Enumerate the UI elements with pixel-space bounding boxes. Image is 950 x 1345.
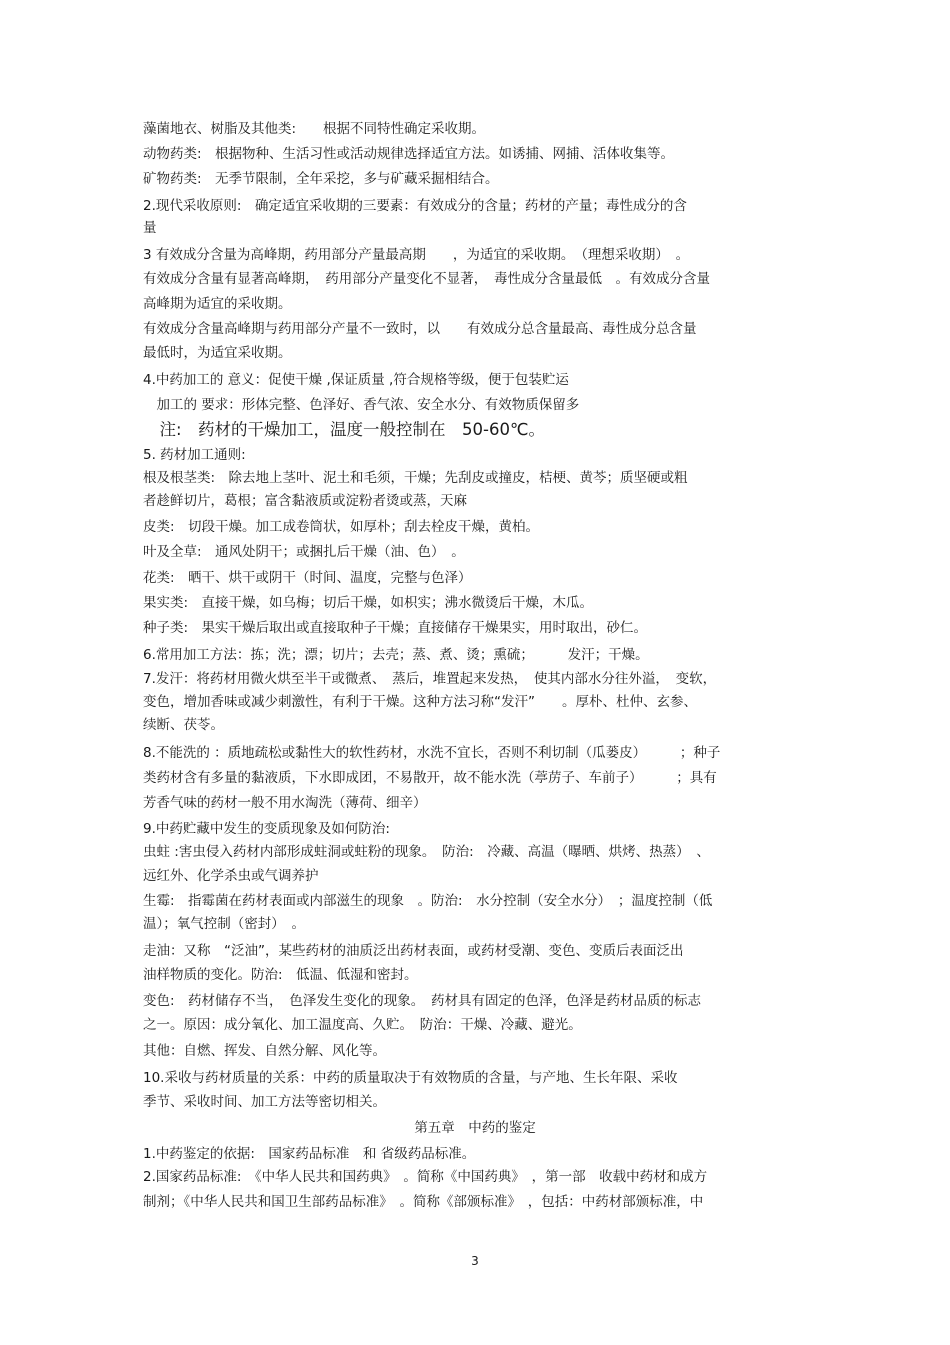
text-line: 8.不能洗的 ：质地疏松或黏性大的软性药材，水洗不宜长，否则不利切制（瓜蒌皮） ；种子 (143, 745, 721, 761)
text-line: 其他：自燃、挥发、自然分解、风化等。 (143, 1043, 386, 1059)
text-line: 有效成分含量有显著高峰期， 药用部分产量变化不显著， 毒性成分含量最低 。有效成分含量 (143, 271, 710, 287)
text-line: 变色: 药材储存不当， 色泽发生变化的现象。 药材具有固定的色泽，色泽是药材品质的标志 (143, 993, 702, 1009)
text-line: 者趁鲜切片，葛根；富含黏液质或淀粉者烫或蒸，天麻 (143, 493, 467, 509)
text-line: 2.国家药品标准: 《中华人民共和国药典》 。简称《中国药典》 ，第一部 收载中药材和成方 (143, 1169, 708, 1185)
text-line: 量 (143, 220, 157, 236)
text-line: 之一。原因：成分氧化、加工温度高、久贮。 防治：干燥、冷藏、避光。 (143, 1017, 582, 1033)
text-line: 季节、采收时间、加工方法等密切相关。 (143, 1094, 386, 1110)
text-line: 远红外、化学杀虫或气调养护 (143, 868, 319, 884)
note-line: 注: 药材的干燥加工，温度一般控制在 50-60℃。 (143, 420, 546, 439)
text-line: 生霉: 指霉菌在药材表面或内部滋生的现象 。防治: 水分控制（安全水分） ；温度控制（低 (143, 893, 713, 909)
text-line: 皮类: 切段干燥。加工成卷筒状，如厚朴；刮去栓皮干燥，黄柏。 (143, 519, 540, 535)
text-line: 藻菌地衣、树脂及其他类: 根据不同特性确定采收期。 (143, 121, 486, 137)
text-line: 矿物药类: 无季节限制，全年采挖，多与矿藏采掘相结合。 (143, 171, 499, 187)
text-line: 制剂；《中华人民共和国卫生部药品标准》 。简称《部颁标准》 ，包括：中药材部颁标准，中 (143, 1194, 704, 1210)
text-line: 虫蛀 :害虫侵入药材内部形成蛀洞或蛀粉的现象。 防治: 冷藏、高温（曝晒、烘烤、热蒸） 、 (143, 844, 710, 860)
text-line: 3 有效成分含量为高峰期，药用部分产量最高期 ，为适宜的采收期。 （理想采收期） 。 (143, 247, 690, 263)
section-heading: 5. 药材加工通则: (143, 447, 246, 463)
text-line: 加工的 要求：形体完整、色泽好、香气浓、安全水分、有效物质保留多 (143, 397, 580, 413)
text-line: 走油：又称 “泛油”，某些药材的油质泛出药材表面，或药材受潮、变色、变质后表面泛出 (143, 943, 684, 959)
text-line: 续断、茯苓。 (143, 717, 224, 733)
text-line: 根及根茎类: 除去地上茎叶、泥土和毛须，干燥；先刮皮或撞皮，桔梗、黄芩；质坚硬或粗 (143, 470, 688, 486)
text-line: 叶及全草: 通风处阴干；或捆扎后干燥（油、色） 。 (143, 544, 465, 560)
text-line: 种子类: 果实干燥后取出或直接取种子干燥；直接储存干燥果实，用时取出，砂仁。 (143, 620, 648, 636)
page-number: 3 (471, 1254, 479, 1268)
text-line: 果实类: 直接干燥，如乌梅；切后干燥，如枳实；沸水微烫后干燥，木瓜。 (143, 595, 594, 611)
text-line: 10.采收与药材质量的关系：中药的质量取决于有效物质的含量，与产地、生长年限、采收 (143, 1070, 678, 1086)
text-line: 变色，增加香味或减少刺激性，有利于干燥。这种方法习称“发汗” 。厚朴、杜仲、玄参、 (143, 694, 697, 710)
text-line: 温）；氧气控制（密封） 。 (143, 916, 305, 932)
text-line: 9.中药贮藏中发生的变质现象及如何防治: (143, 821, 390, 837)
text-line: 动物药类: 根据物种、生活习性或活动规律选择适宜方法。如诱捕、网捕、活体收集等。 (143, 146, 675, 162)
text-line: 花类: 晒干、烘干或阴干（时间、温度，完整与色泽） (143, 570, 472, 586)
text-line: 高峰期为适宜的采收期。 (143, 296, 292, 312)
text-line: 4.中药加工的 意义：促使干燥 ,保证质量 ,符合规格等级，便于包装贮运 (143, 372, 569, 388)
text-line: 6.常用加工方法：拣；洗；漂；切片；去壳；蒸、煮、烫；熏硫； 发汗；干燥。 (143, 647, 649, 663)
text-line: 2.现代采收原则: 确定适宜采收期的三要素：有效成分的含量；药材的产量；毒性成分的含 (143, 198, 687, 214)
text-line: 有效成分含量高峰期与药用部分产量不一致时，以 有效成分总含量最高、毒性成分总含量 (143, 321, 697, 337)
text-line: 类药材含有多量的黏液质，下水即成团，不易散开，故不能水洗（葶苈子、车前子） ；具有 (143, 770, 717, 786)
text-line: 油样物质的变化。防治: 低温、低湿和密封。 (143, 967, 418, 983)
text-line: 最低时，为适宜采收期。 (143, 345, 292, 361)
text-line: 1.中药鉴定的依据: 国家药品标准 和 省级药品标准。 (143, 1146, 476, 1162)
text-line: 芳香气味的药材一般不用水淘洗（薄荷、细辛） (143, 795, 427, 811)
chapter-title: 第五章 中药的鉴定 (414, 1120, 536, 1136)
text-line: 7.发汗：将药材用微火烘至半干或微煮、 蒸后，堆置起来发热， 使其内部水分往外溢， 变软， (143, 671, 717, 687)
